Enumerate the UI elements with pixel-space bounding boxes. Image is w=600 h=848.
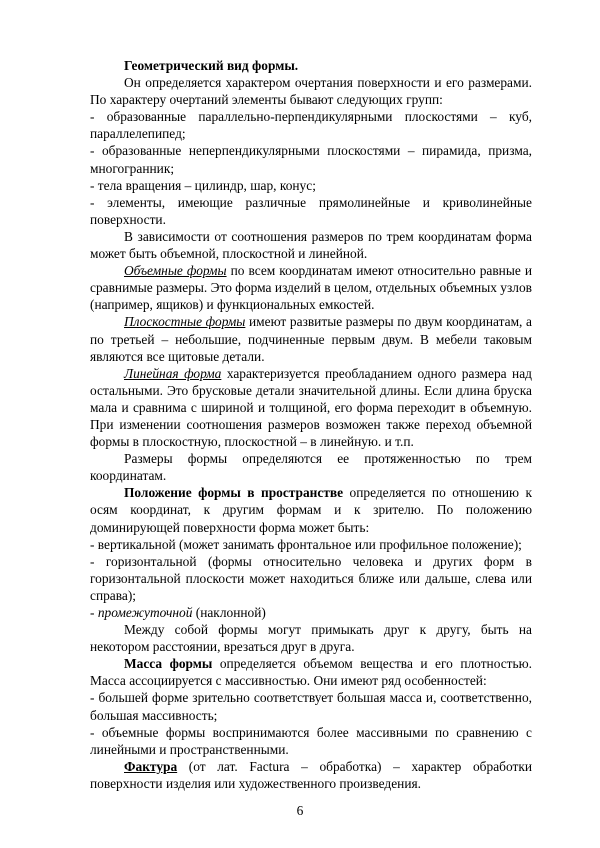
list-item-vertical: - вертикальной (может занимать фронтальное или профильное положение); [90,536,522,552]
intermediate-prefix: - [90,605,98,620]
list-item-group-3: - тела вращения – цилиндр, шар, конус; [90,177,316,193]
paragraph-mass [90,655,532,689]
mass-text: определяется объемом вещества и его плотностью. Масса ассоциируется с массивностью. Они имеют ряд особенностей: [90,656,532,689]
position-text: определяется по отношению к осям координат, к другим формам и к зрителю. По положению доминирующей поверхности форма может быть: [90,485,532,535]
paragraph-definition: Он определяется характером очертания поверхности и его размерами. По характеру очертаний элементы бывают следующих групп: [90,75,532,108]
list-item-mass-1: - большей форме зрительно соответствует большая масса и, соответственно, большая массивность; [90,690,532,723]
paragraph-position [90,484,532,535]
list-item-mass-2: - объемные формы воспринимаются более массивными по сравнению с линейными и пространственными. [90,724,532,757]
term-volume-forms: Объемные формы [124,263,227,279]
paragraph-linear-form [90,365,532,450]
term-position: Положение формы в пространстве [124,485,344,501]
page-number: 6 [296,803,304,818]
list-item-group-1: - образованные параллельно-перпендикулярными плоскостями – куб, параллелепипед; [90,109,532,142]
list-item-group-2: - образованные неперпендикулярными плоскостями – пирамида, призма, многогранник; [90,143,532,176]
paragraph-volume-forms [90,262,532,313]
volume-forms-text: по всем координатам имеют относительно равные и сравнимые размеры. Это форма изделий в целом, отдельных объемных узлов (например, ящиков) и функциональных емкостей. [90,263,532,313]
paragraph-planar-forms [90,313,532,364]
list-item-intermediate [90,604,532,621]
section-title [90,57,532,74]
paragraph-texture [90,758,532,792]
intermediate-text: (наклонной) [192,605,266,620]
term-intermediate: промежуточной [97,605,193,620]
term-linear-form: Линейная форма [124,365,222,381]
term-planar-forms: Плоскостные формы [124,314,246,330]
section-title-text: Геометрический вид формы. [124,58,299,73]
term-texture: Фактура [124,758,178,774]
paragraph-form-size: Размеры формы определяются ее протяженностью по трем координатам. [90,451,532,484]
list-item-group-4: - элементы, имеющие различные прямолинейные и криволинейные поверхности. [90,194,532,227]
list-item-horizontal: - горизонтальной (формы относительно человека и других форм в горизонтальной плоскости может находиться ближе или дальше, слева или справа); [90,553,532,603]
term-mass: Масса формы [124,656,213,672]
texture-text: (от лат. Factura – обработка) – характер обработки поверхности изделия или художественного произведения. [90,758,532,791]
paragraph-dimensions-ratio: В зависимости от соотношения размеров по трем координатам форма может быть объемной, плоскостной и линейной. [90,228,532,262]
paragraph-adjoin: Между собой формы могут примыкать друг к другу, быть на некотором расстоянии, врезаться друг в друга. [90,622,532,655]
page-body [90,57,532,792]
planar-forms-text: имеют развитые размеры по двум координатам, а по третьей – небольшие, подчиненные первым двум. В мебели таковым являются все щитовые детали. [90,314,533,364]
linear-form-text: характеризуется преобладанием одного размера над остальными. Это брусковые детали значительной длины. Если длина бруска мала и сравнима с шириной и толщиной, его форма переходит в объемную. При изменении соотношения размеров возможен также переход объемной формы в плоскостную, плоскостной – в линейную. и т.п. [90,365,532,450]
